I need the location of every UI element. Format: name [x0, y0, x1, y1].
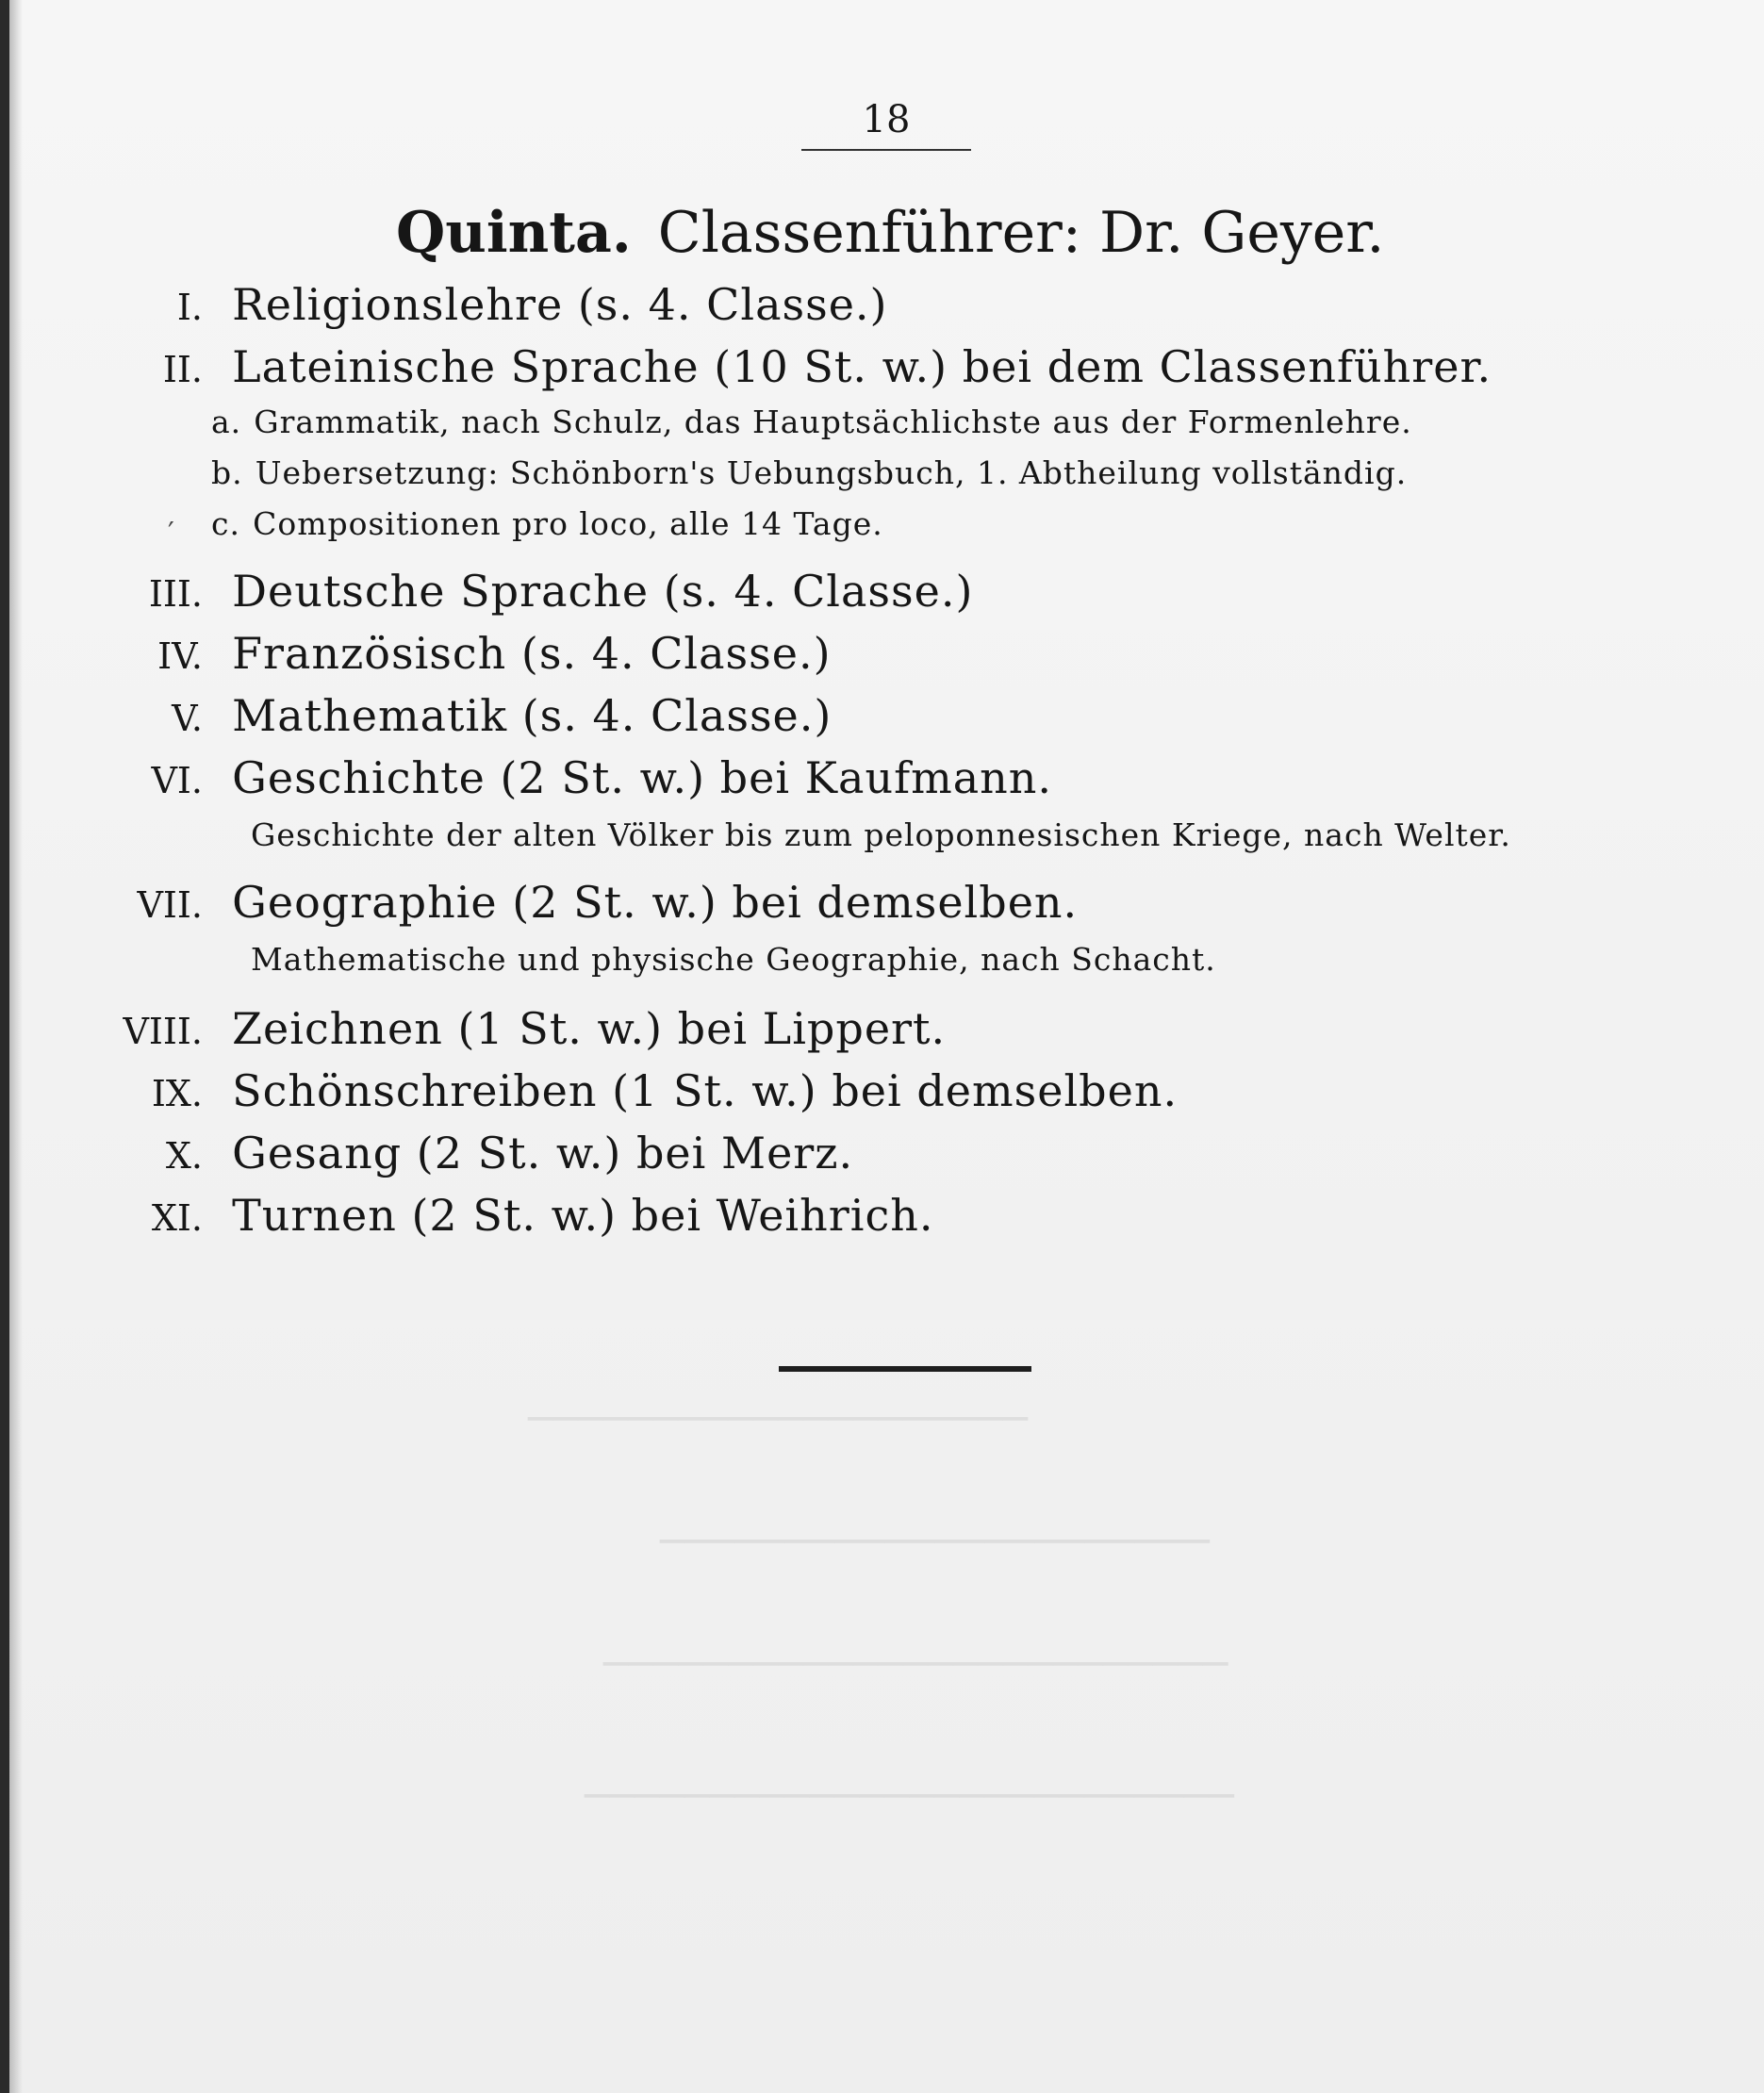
subject-entry — [94, 566, 973, 617]
entry-text: Lateinische Sprache (10 St. w.) bei dem Classenführer. — [232, 341, 1492, 392]
sub-text: Grammatik, nach Schulz, das Hauptsächlichste aus der Formenlehre. — [254, 404, 1412, 440]
page-number-rule — [801, 149, 971, 151]
history-note — [251, 816, 1511, 853]
entry-text: Gesang (2 St. w.) bei Merz. — [232, 1128, 854, 1178]
entry-text: Deutsche Sprache (s. 4. Classe.) — [232, 566, 974, 617]
section-end-rule — [779, 1366, 1031, 1372]
entry-number: II. — [162, 349, 203, 390]
entry-number: VIII. — [123, 1011, 203, 1052]
entry-text: Turnen (2 St. w.) bei Weihrich. — [232, 1190, 934, 1241]
class-name: Quinta. — [396, 200, 632, 266]
scan-edge — [0, 0, 9, 2093]
sub-text: Compositionen pro loco, alle 14 Tage. — [253, 505, 883, 542]
bleed-through: ──────────────────── — [528, 1395, 1028, 1443]
bleed-through: ───────────────────────── — [603, 1640, 1228, 1689]
subject-entry — [94, 690, 832, 741]
subject-entry — [94, 1128, 853, 1178]
note-text: Mathematische und physische Geographie, nach Schacht. — [251, 941, 1216, 978]
entry-text: Geographie (2 St. w.) bei demselben. — [232, 877, 1079, 928]
entry-text: Mathematik (s. 4. Classe.) — [232, 690, 833, 741]
entry-number: IV. — [157, 635, 203, 677]
entry-text: Zeichnen (1 St. w.) bei Lippert. — [232, 1003, 947, 1054]
entry-text: Religionslehre (s. 4. Classe.) — [232, 279, 888, 330]
geography-note — [251, 941, 1216, 978]
bleed-through: ────────────────────────── — [585, 1772, 1234, 1821]
scan-edge-shadow — [9, 0, 23, 2093]
subject-entry — [94, 752, 1052, 803]
subject-entry — [94, 1190, 933, 1241]
sub-label: c. — [211, 505, 240, 542]
subject-entry — [94, 279, 888, 330]
entry-number: I. — [176, 287, 203, 328]
section-heading — [396, 200, 1433, 266]
stray-mark: ′ — [168, 517, 174, 550]
entry-text: Geschichte (2 St. w.) bei Kaufmann. — [232, 752, 1053, 803]
page-number: 18 — [862, 98, 911, 141]
note-text: Geschichte der alten Völker bis zum peloponnesischen Kriege, nach Welter. — [251, 816, 1511, 853]
entry-number: XI. — [151, 1197, 203, 1239]
entry-number: VII. — [137, 884, 203, 926]
subject-entry — [94, 1065, 1178, 1116]
subject-entry — [94, 628, 832, 679]
sub-text: Uebersetzung: Schönborn's Uebungsbuch, 1. Abtheilung vollständig. — [255, 454, 1408, 491]
sub-label: b. — [211, 454, 243, 491]
class-teacher: Classenführer: Dr. Geyer. — [657, 200, 1385, 266]
entry-number: III. — [148, 573, 203, 615]
entry-text: Schönschreiben (1 St. w.) bei demselben. — [232, 1065, 1179, 1116]
sub-entry — [211, 454, 1407, 491]
subject-entry — [94, 1003, 946, 1054]
entry-number: VI. — [151, 760, 203, 801]
entry-text: Französisch (s. 4. Classe.) — [232, 628, 832, 679]
bleed-through: ────────────────────── — [660, 1518, 1210, 1566]
subject-entry — [94, 341, 1492, 392]
sub-label: a. — [211, 404, 242, 440]
entry-number: X. — [165, 1135, 203, 1177]
entry-number: IX. — [151, 1073, 203, 1114]
sub-entry — [211, 505, 883, 542]
entry-number: V. — [172, 698, 203, 739]
subject-entry — [94, 877, 1078, 928]
sub-entry — [211, 404, 1412, 440]
